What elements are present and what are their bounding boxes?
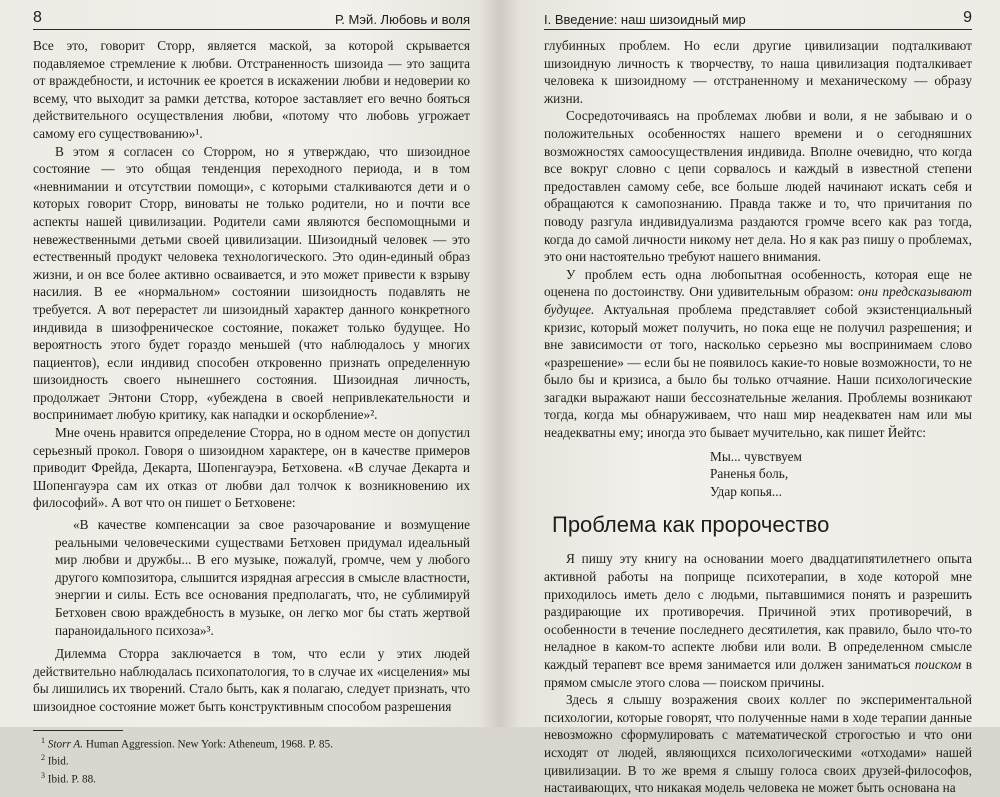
verse-quote xyxy=(710,448,972,501)
paragraph: В этом я согласен со Сторром, но я утверждаю, что шизоидное состояние — это общая тенденция переходного периода, и в том «невнимании и отсутствии помощи», с которыми сталкиваются дети и о которых говорит Сторр, виноваты не только родители, но и почти все аспекты нашей цивилизации. Родители сами являются беспомощными и невежественными детьми своей цивилизации. Шизоидный человек — это естественный продукт человека технологического. Это один-единый образ жизни, и он все более активно осваивается, и это может привести к взрыву насилия. В ее «нормальном» состоянии шизоидность подавлять не требуется. А вот перерастет ли шизоидный характер данного конкретного индивида в шизофреническое состояние, покажет только будущее. Но вероятность этого будет гораздо меньшей (что наблюдалось у многих пациентов), если индивид способен откровенно признать определенную шизоидность своего нынешнего состояния. Шизоидная личность, продолжает Энтони Сторр, «убеждена в своей непривлекательности и воспринимает любую критику, как нападки и оскорбление»². xyxy=(33,143,470,423)
running-header-left xyxy=(33,0,470,30)
paragraph: глубинных проблем. Но если другие цивилизации подталкивают шизоидную личность к творчеству, то наша цивилизация подталкивает человека к шизоидному — отстраненному и механическому — образу жизни. xyxy=(544,38,972,106)
paragraph-text: Я пишу эту книгу на основании моего двадцатипятилетнего опыта активной работы на поприще психотерапии, в ходе которой мне приходилось иметь дело с людьми, пытавшимися понять и разрешить раздирающие их противоречия. Причиной этих противоречий, в особенности в течение последнего десятилетия, как правило, было что-то неладное в каком-то аспекте любви или воли. В определенном смысле каждый терапевт все время занимается или должен заниматься xyxy=(544,551,972,672)
paragraph: Сосредоточиваясь на проблемах любви и воли, я не забываю и о положительных особенностях нашего времени и о сегодняшних возможностях самоосуществления индивида. Вполне очевидно, что когда все вокруг словно с цепи сорвалось и каждый в известной степени предоставлен самому себе, все больше людей начинают искать себя и обращаются к самопознанию. Правда также и то, что причитания по поводу разгула индивидуализма раздаются громче всего как раз тогда, когда до самой личности никому нет дела. Но я как раз пишу о проблемах, это они настоятельно требуют нашего внимания. xyxy=(544,108,972,265)
paragraph: Мне очень нравится определение Сторра, но в одном месте он допустил серьезный прокол. Говоря о шизоидном характере, он в качестве примеров приводит Фрейда, Декарта, Шопенгауэра, Бетховена. «В случае Декарта и Шопенгауэра сам их отказ от любви дал толчок к возникновению их философий». А вот что он пишет о Бетховене: xyxy=(33,425,470,511)
right-body-text-section xyxy=(544,550,972,796)
footnote-text: Human Aggression. New York: Atheneum, 1968. P. 85. xyxy=(83,738,333,751)
paragraph-text: У проблем есть одна любопытная особенность, которая еще не оценена по достоинству. Они удивительным образом: xyxy=(544,266,972,300)
page-number-right: 9 xyxy=(963,9,972,26)
paragraph: Все это, говорит Сторр, является маской, за которой скрывается подавляемое стремление к любви. Отстраненность шизоида — это защита от враждебности, и источник ее кроется в искажении любви и недоверии ко всему, что выходит за рамки детства, которое заставляет его вечно бояться действительного осуществления любви, «потому что любовь угрожает самому его существованию»¹. xyxy=(33,38,470,141)
footnote-1: $^1$ Storr A. Human Aggression. New York: Atheneum, 1968. P. 85. xyxy=(41,735,333,751)
emphasis-text: поиском xyxy=(914,657,962,672)
paragraph: Дилемма Сторра заключается в том, что если у этих людей действительно наблюдалась психопатология, то в случае их «исцеления» мы бы лишились их творений. Стало быть, как я полагаю, следует признать, что шизоидное состояние может быть конструктивным способом разрешения xyxy=(33,646,470,714)
paragraph-text: Актуальная проблема представляет собой экзистенциальный кризис, который может получить, но пока еще не получил разрешения; и вне зависимости от того, насколько серьезно мы воспринимаем слово «разрешение» — если бы не появилось какие-то новые возможности, то не было бы и кризиса, а было бы только отчаяние. Наши психологические загадки выражают наши бессознательные желания. Проблемы возникают тогда, когда мы обнаруживаем, что наш мир неадекватен нам или мы неадекватны ему; иногда это бывает мучительно, как пишет Йейтс: xyxy=(544,301,972,441)
running-head-title-left: Р. Мэй. Любовь и воля xyxy=(335,12,470,27)
footnote-2: $^2$ Ibid. xyxy=(41,753,69,769)
footnote-text: Ibid. xyxy=(47,756,69,769)
right-body-text xyxy=(544,37,972,442)
verse-line: Мы... чувствуем xyxy=(710,448,802,464)
verse-line: Удар копья... xyxy=(710,483,782,499)
left-page xyxy=(0,0,500,786)
footnote-3: $^3$ Ibid. P. 88. xyxy=(41,771,96,786)
left-body-text xyxy=(33,37,470,512)
right-page xyxy=(500,0,1000,796)
paragraph xyxy=(544,266,972,442)
footnote-text: Ibid. P. 88. xyxy=(47,773,96,786)
left-body-text-continued xyxy=(33,645,470,715)
footnote-author: Storr A. xyxy=(47,738,84,751)
running-head-title-right: I. Введение: наш шизоидный мир xyxy=(544,12,746,27)
paragraph xyxy=(544,550,972,691)
block-quote: «В качестве компенсации за свое разочарование и возмущение реальными человеческими существами Бетховен придумал идеальный мир любви и дружбы... В его музыке, пожалуй, громче, чем у любого другого композитора, слышится изрядная агрессия в смысле властности, энергии и силы. Есть все основания предполагать, что, не сублимируй Бетховен свою враждебность в музыке, он легко мог бы стать жертвой параноидального психоза»³. xyxy=(55,517,470,638)
footnotes xyxy=(33,734,470,787)
emphasis-text: они предсказывают будущее. xyxy=(544,284,972,317)
paragraph: Здесь я слышу возражения своих коллег по экспериментальной психологии, которые говорят, что полученные нами в ходе терапии данные невозможно сформулировать с математической строгостью и что они исходят от людей, являющихся психологическими «отходами» нашей цивилизации. В то же время я слышу голоса своих друзей-философов, настаивающих, что никакая модель человека не может быть основана на xyxy=(544,692,972,796)
verse-line: Раненья боль, xyxy=(710,466,789,482)
page-number-left: 8 xyxy=(33,9,42,26)
paragraph-text: в прямом смысле этого слова — поиском причины. xyxy=(544,657,972,690)
footnote-rule xyxy=(33,730,123,731)
running-header-right xyxy=(544,0,972,30)
section-heading: Проблема как пророчество xyxy=(552,512,830,538)
